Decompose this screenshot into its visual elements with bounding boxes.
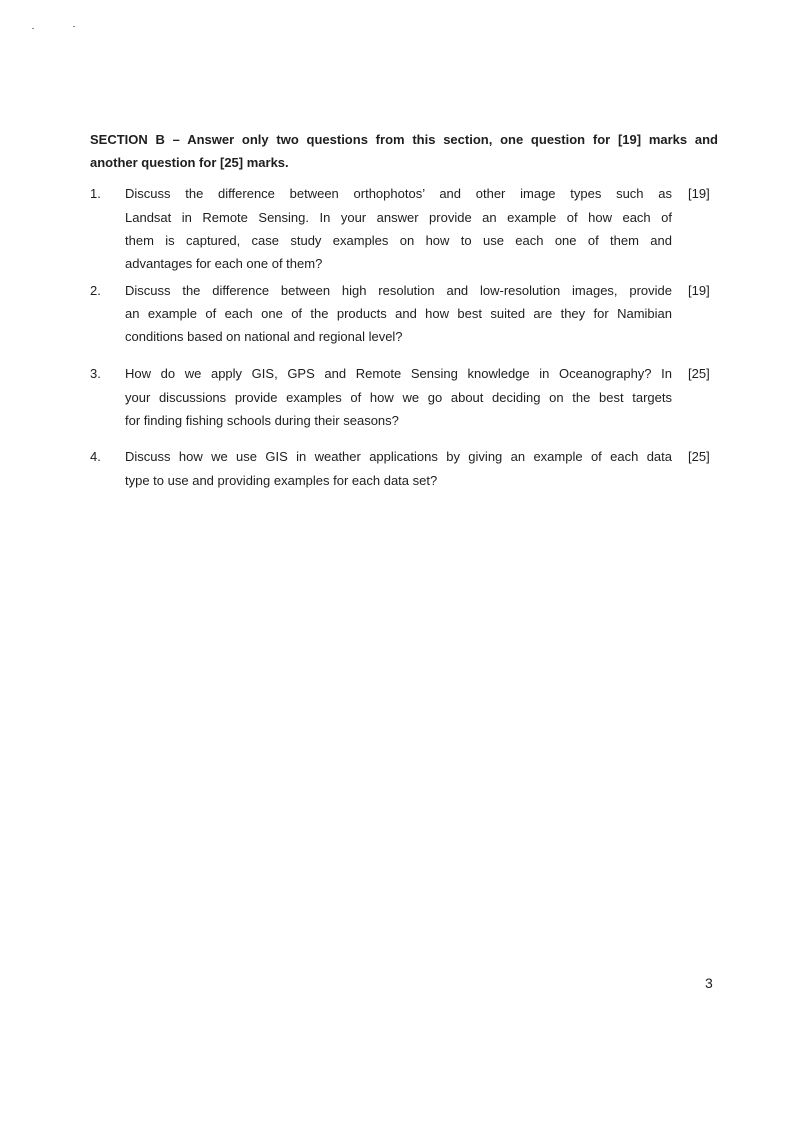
question-text-line: Landsat in Remote Sensing. In your answer provide an example of how each of (125, 210, 672, 225)
scan-speck (73, 26, 75, 27)
question-text-line: Discuss how we use GIS in weather applications by giving an example of each data (125, 449, 672, 464)
question-number: 3. (90, 366, 101, 381)
question-number: 2. (90, 283, 101, 298)
question-marks: [25] (688, 366, 710, 381)
heading-line: another question for [25] marks. (90, 155, 289, 170)
scan-speck (32, 28, 34, 29)
question-text-line: advantages for each one of them? (125, 256, 323, 271)
question-marks: [19] (688, 186, 710, 201)
question-text-line: conditions based on national and regional level? (125, 329, 403, 344)
question-text-line: them is captured, case study examples on how to use each one of them and (125, 233, 672, 248)
heading-line: SECTION B – Answer only two questions from this section, one question for [19] marks and (90, 132, 718, 147)
question-number: 4. (90, 449, 101, 464)
question-marks: [25] (688, 449, 710, 464)
page-number: 3 (705, 975, 713, 991)
question-text-line: Discuss the difference between orthophotos’ and other image types such as (125, 186, 672, 201)
question-text-line: your discussions provide examples of how we go about deciding on the best targets (125, 390, 672, 405)
question-text-line: for finding fishing schools during their seasons? (125, 413, 399, 428)
question-text-line: type to use and providing examples for each data set? (125, 473, 438, 488)
question-number: 1. (90, 186, 101, 201)
question-marks: [19] (688, 283, 710, 298)
question-text-line: How do we apply GIS, GPS and Remote Sensing knowledge in Oceanography? In (125, 366, 672, 381)
question-text-line: an example of each one of the products and how best suited are they for Namibian (125, 306, 672, 321)
question-text-line: Discuss the difference between high resolution and low-resolution images, provide (125, 283, 672, 298)
